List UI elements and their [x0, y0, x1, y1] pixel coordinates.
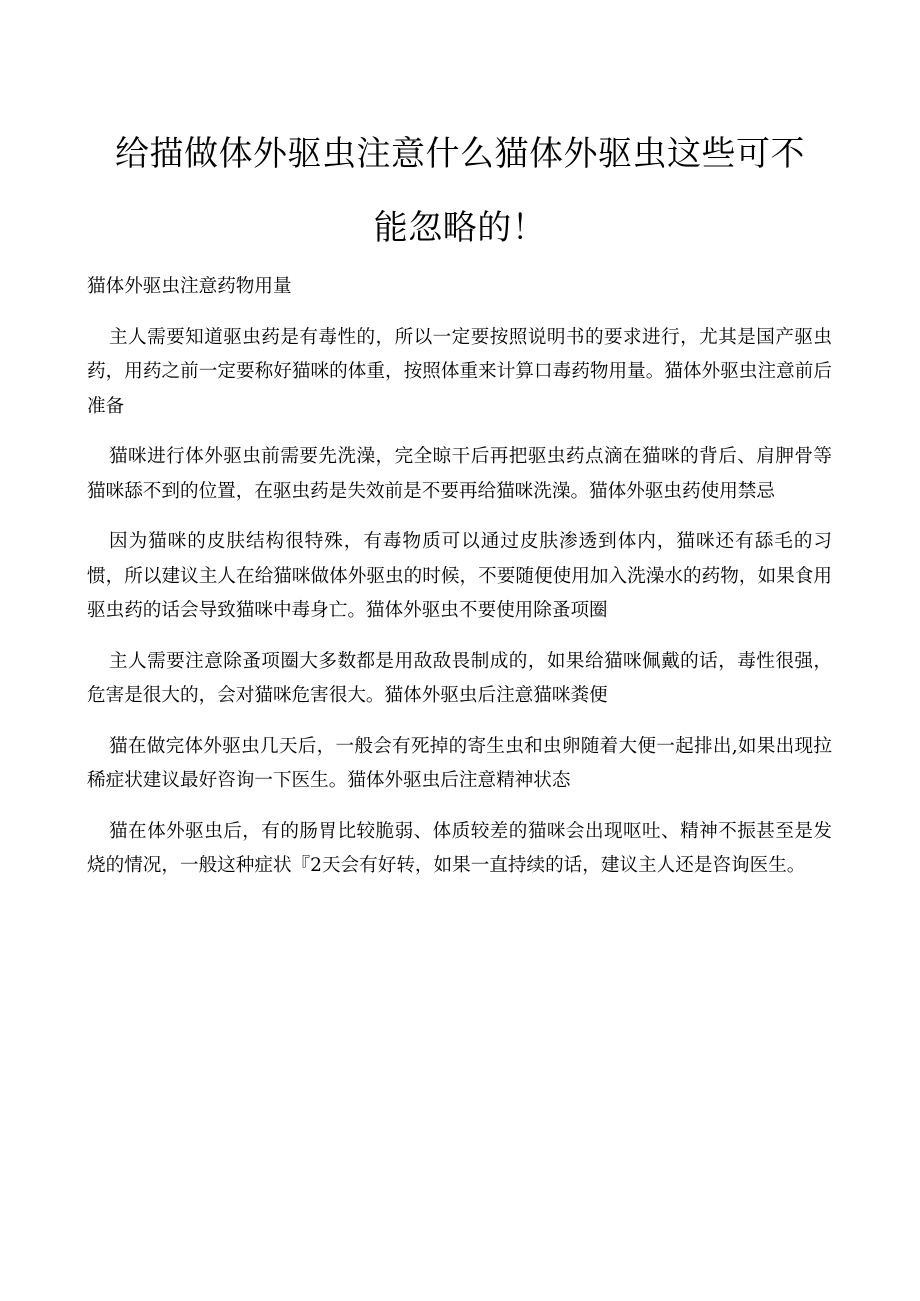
paragraph-5: 猫在做完体外驱虫几天后，一般会有死掉的寄生虫和虫卵随着大便一起排出,如果出现拉稀症状建议最好咨询一下医生。猫体外驱虫后注意精神状态: [87, 735, 832, 791]
paragraph-2: 猫咪进行体外驱虫前需要先洗澡，完全晾干后再把驱虫药点滴在猫咪的背后、肩胛骨等猫咪舔不到的位置，在驱虫药是失效前是不要再给猫咪洗澡。猫体外驱虫药使用禁忌: [87, 446, 832, 502]
paragraph-4: 主人需要注意除蚤项圈大多数都是用敌敌畏制成的，如果给猫咪佩戴的话，毒性很强，危害是很大的，会对猫咪危害很大。猫体外驱虫后注意猫咪粪便: [87, 650, 832, 706]
paragraph-3: 因为猫咪的皮肤结构很特殊，有毒物质可以通过皮肤渗透到体内，猫咪还有舔毛的习惯，所以建议主人在给猫咪做体外驱虫的时候，不要随便使用加入洗澡水的药物，如果食用驱虫药的话会导致猫咪中毒身亡。猫体外驱虫不要使用除蚤项圈: [87, 531, 832, 621]
document-body: [87, 270, 832, 884]
paragraph-gap: [87, 714, 832, 730]
paragraph-gap: [87, 424, 832, 440]
paragraph-1: 主人需要知道驱虫药是有毒性的，所以一定要按照说明书的要求进行，尤其是国产驱虫药，用药之前一定要称好猫咪的体重，按照体重来计算口毒药物用量。猫体外驱虫注意前后准备: [87, 326, 832, 417]
paragraph-gap: [87, 629, 832, 645]
paragraph-6: 猫在体外驱虫后，有的肠胃比较脆弱、体质较差的猫咪会出现呕吐、精神不振甚至是发烧的情况，一般这种症状『2天会有好转，如果一直持续的话，建议主人还是咨询医生。: [87, 820, 832, 876]
section-heading: 猫体外驱虫注意药物用量: [87, 276, 292, 297]
paragraph-gap: [87, 305, 832, 321]
document-title-line-1: 给描做体外驱虫注意什么猫体外驱虫这些可不: [115, 134, 805, 174]
paragraph-gap: [87, 799, 832, 815]
paragraph-gap: [87, 509, 832, 525]
document-title-line-2: 能忽略的！: [373, 208, 547, 248]
